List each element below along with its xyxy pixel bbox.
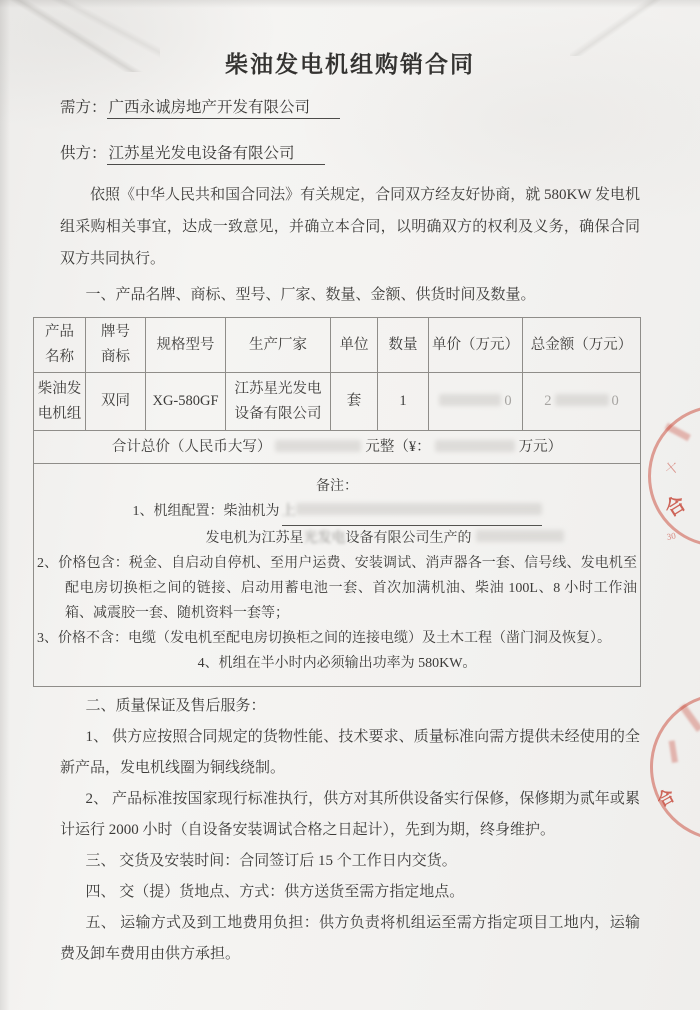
header-brand: 牌号 商标 [86,318,146,373]
remarks-label: 备注： [316,479,358,494]
remarks-row [34,464,641,687]
cell-model: XG-580GF [146,373,226,431]
seal-character: 合 [654,785,679,811]
seal-arc-fragment [665,423,691,441]
grand-total-cell [34,431,641,464]
red-seal-stamp-upper [637,394,700,559]
cell-unit: 套 [331,373,378,431]
remark-item-4: 4、机组在半小时内必须输出功率为 580KW。 [197,656,477,671]
redaction-blur [476,530,564,542]
remark-item-3: 3、价格不含：电缆（发电机至配电房切换柜之间的连接电缆）及土木工程（凿门洞及恢复）。 [37,631,611,646]
page-title: 柴油发电机组购销合同 [225,52,475,77]
section-2-item-1: 1、 供方应按照合同规定的货物性能、技术要求、质量标准向需方提供未经使用的全新产品，发电机线圈为铜线绕制。 [60,729,640,776]
seal-cross-glyph: 十 [662,458,684,480]
cell-total-redacted: 2 0 [523,373,641,431]
grand-total-label: 合计总价（人民币大写） [111,438,272,455]
supplier-name: 江苏星光发电设备有限公司 [107,145,325,165]
cell-product: 柴油发电机组 [34,373,86,431]
remark-item-1-line-2: 发电机为江苏星光发电设备有限公司生产的 [132,526,637,551]
remarks-cell [34,464,641,687]
header-model: 规格型号 [146,318,226,373]
product-table [33,317,641,687]
redaction-blur [439,394,501,406]
contract-clauses [60,691,640,970]
header-total-amount: 总金额（万元） [523,318,641,373]
buyer-name: 广西永诚房地产开发有限公司 [107,99,341,119]
cell-qty: 1 [378,373,429,431]
header-manufacturer: 生产厂家 [226,318,331,373]
redaction-blur [296,503,542,515]
redaction-blur [555,394,609,406]
cell-manufacturer: 江苏星光发电设备有限公司 [226,373,331,431]
cell-brand: 双同 [86,373,146,431]
remark-item-1: 1、机组配置：柴油机为 上 [37,499,637,526]
supplier-line [60,141,640,163]
section-2-heading: 二、质量保证及售后服务： [85,698,266,714]
grand-total-row [34,431,641,464]
cell-unit-price-redacted: 0 [429,373,523,431]
section-3: 三、 交货及安装时间：合同签订后 15 个工作日内交货。 [85,853,457,869]
red-seal-stamp-lower [643,686,700,849]
section-5: 五、 运输方式及到工地费用负担：供方负责将机组运至需方指定项目工地内，运输费及卸车费用由供方承担。 [60,915,640,962]
header-unit: 单位 [331,318,378,373]
table-data-row [34,373,641,431]
section-2-item-2: 2、 产品标准按国家现行标准执行，供方对其所供设备实行保修，保修期为贰年或累计运行 2000 小时（自设备安装调试合格之日起计），先到为期，终身维护。 [60,791,640,838]
redaction-blur [435,440,515,452]
seal-number-fragment: 30 [665,530,677,542]
seal-character: 合 [661,492,690,522]
buyer-line [60,95,640,117]
remark-item-2: 2、价格包含：税金、自启动自停机、至用户运费、安装调试、消声器各一套、信号线、发电机至配电房切换柜之间的链接、启动用蓄电池一套、首次加满机油、柴油 100L、8 小时工作油箱、减震胶一套、随机资料一套等； [37,556,637,621]
header-unit-price: 单价（万元） [429,318,523,373]
seal-arc-fragment [669,740,678,763]
intro-paragraph: 依照《中华人民共和国合同法》有关规定，合同双方经友好协商，就 580KW 发电机组采购相关事宜，达成一致意见，并确立本合同，以明确双方的权利及义务，确保合同双方共同执行。 [60,187,640,267]
grand-total-tail: 万元） [518,438,563,455]
grand-total-mid: 元整（¥： [365,438,431,455]
section-4: 四、 交（提）货地点、方式：供方送货至需方指定地点。 [85,884,465,900]
section-1-heading: 一、产品名牌、商标、型号、厂家、数量、金额、供货时间及数量。 [85,287,536,303]
redacted-underlined-text: 上 [282,499,542,526]
seal-arc-fragment [679,704,700,732]
supplier-label: 供方： [60,145,107,162]
header-product: 产品 名称 [34,318,86,373]
contract-body [37,46,640,970]
header-qty: 数量 [378,318,429,373]
buyer-label: 需方： [60,99,107,116]
redaction-blur [275,440,361,452]
table-header-row [34,318,641,373]
